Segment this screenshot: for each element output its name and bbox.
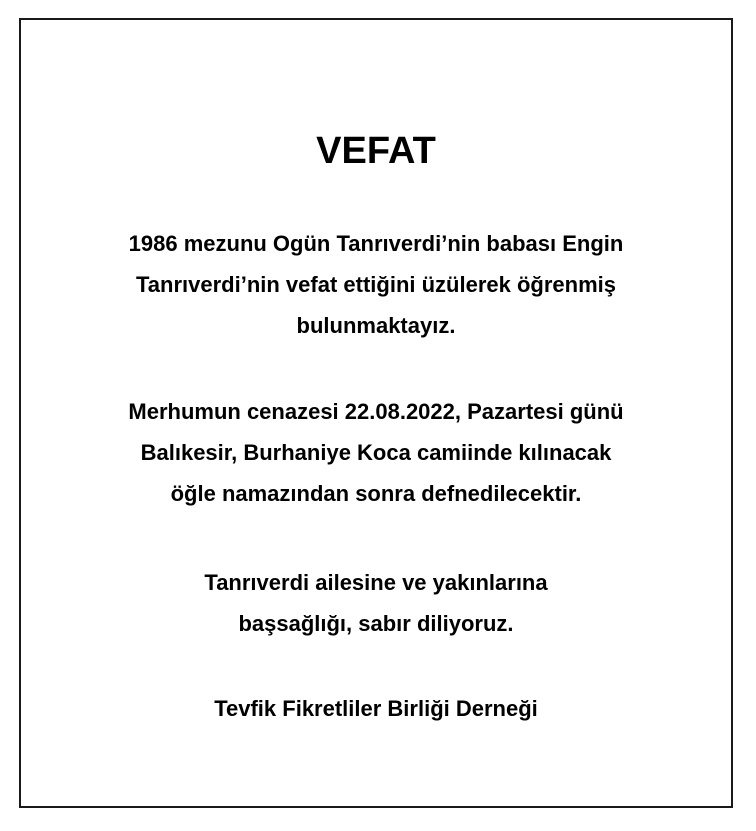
- signature-text: Tevfik Fikretliler Birliği Derneği: [214, 696, 538, 721]
- funeral-line-2: Balıkesir, Burhaniye Koca camiinde kılınacak: [140, 440, 612, 465]
- notice-title: VEFAT: [316, 130, 436, 172]
- notice-signature: [21, 688, 731, 729]
- notice-paragraph-condolence: [21, 562, 731, 644]
- notice-frame: [19, 18, 733, 808]
- announcement-line-1: 1986 mezunu Ogün Tanrıverdi’nin babası Engin: [128, 231, 624, 256]
- notice-paragraph-funeral-details: [21, 391, 731, 514]
- announcement-line-2: Tanrıverdi’nin vefat ettiğini üzülerek öğrenmiş: [135, 272, 617, 297]
- funeral-line-3: öğle namazından sonra defnedilecektir.: [170, 481, 582, 506]
- funeral-line-1: Merhumun cenazesi 22.08.2022, Pazartesi günü: [128, 399, 624, 424]
- condolence-line-1: Tanrıverdi ailesine ve yakınlarına: [204, 570, 548, 595]
- condolence-line-2: başsağlığı, sabır diliyoruz.: [238, 611, 514, 636]
- notice-paragraph-announcement: [21, 223, 731, 346]
- announcement-line-3: bulunmaktayız.: [296, 313, 456, 338]
